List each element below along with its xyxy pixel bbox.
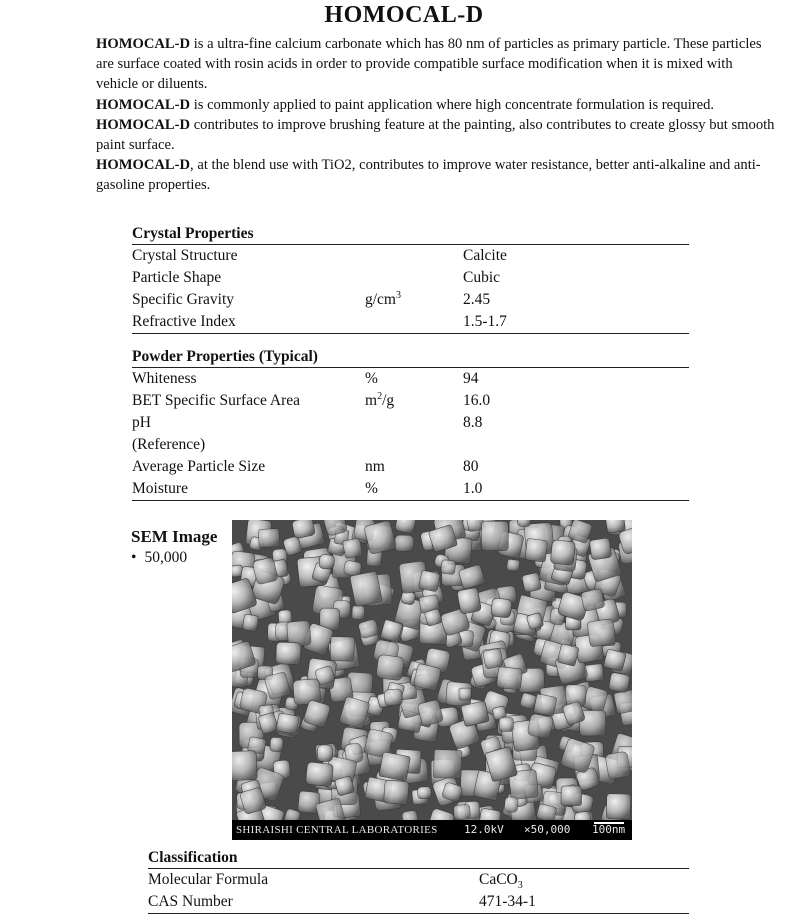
classification-heading: Classification <box>148 847 689 869</box>
sem-particle <box>561 786 582 806</box>
sem-lab-name: SHIRAISHI CENTRAL LABORATORIES <box>236 824 438 836</box>
intro-paragraph: HOMOCAL-D, at the blend use with TiO2, contributes to improve water resistance, better anti-alkaline and anti-gasoline properties. <box>96 157 761 194</box>
property-value <box>463 434 689 456</box>
property-value: CaCO$_3$ <box>479 871 523 892</box>
sem-particle <box>319 554 335 569</box>
sem-scale-label: 100nm <box>592 823 626 836</box>
sem-particle <box>454 805 471 820</box>
property-unit: % <box>365 480 378 497</box>
property-value: 471-34-1 <box>479 893 536 910</box>
sem-micrograph <box>232 520 632 840</box>
sem-particle <box>527 713 554 739</box>
property-unit <box>365 412 463 434</box>
sem-particle <box>499 718 513 732</box>
sem-particle <box>589 538 612 560</box>
table-row <box>132 311 689 333</box>
sem-info-bar <box>232 820 632 840</box>
property-value: 1.5-1.7 <box>463 313 507 330</box>
property-value: 80 <box>463 458 479 475</box>
property-value: 2.45 <box>463 291 491 308</box>
sem-particle <box>276 642 301 665</box>
table-row <box>132 245 689 267</box>
property-name: Average Particle Size <box>132 458 266 475</box>
sem-particle <box>581 588 605 611</box>
sem-particle <box>550 540 575 566</box>
sem-particle <box>384 689 403 706</box>
sem-particle <box>483 648 504 669</box>
sem-particle <box>418 570 440 592</box>
sem-image-label: SEM Image <box>131 527 218 546</box>
property-name: Moisture <box>132 480 188 497</box>
sem-particle <box>587 619 616 647</box>
table-row <box>148 891 689 913</box>
table-row <box>132 434 689 456</box>
property-name: CAS Number <box>148 893 233 910</box>
property-value: Calcite <box>463 247 507 264</box>
property-unit: nm <box>365 458 385 475</box>
sem-particle <box>525 538 548 562</box>
property-value: Cubic <box>463 269 501 286</box>
property-name: Particle Shape <box>132 269 222 286</box>
sem-particle <box>293 679 321 706</box>
sem-particles-image <box>232 520 632 820</box>
powder-properties-heading: Powder Properties (Typical) <box>132 347 689 368</box>
property-value: 16.0 <box>463 392 491 409</box>
sem-particle <box>330 637 354 662</box>
sem-particle <box>507 559 520 572</box>
property-name: (Reference) <box>132 436 206 453</box>
table-row <box>132 456 689 478</box>
sem-particle <box>517 520 531 527</box>
table-row <box>132 289 689 311</box>
property-name: pH <box>132 414 151 431</box>
sem-particle <box>496 667 522 691</box>
property-name: Molecular Formula <box>148 871 269 888</box>
property-unit <box>365 267 463 289</box>
sem-particle <box>384 780 410 804</box>
table-row <box>132 412 689 434</box>
sem-particle <box>433 749 462 778</box>
property-unit: $m^2/g$ <box>365 390 395 409</box>
sem-particle <box>276 713 300 735</box>
sem-particle <box>352 606 365 620</box>
sem-particle <box>606 794 630 820</box>
sem-particle <box>342 538 362 559</box>
intro-text <box>96 34 776 196</box>
property-name: Specific Gravity <box>132 291 235 308</box>
sem-particle <box>379 752 411 781</box>
crystal-properties-rows <box>132 245 689 334</box>
sem-particle <box>305 762 333 787</box>
sem-magnification: • 50,000 <box>131 549 188 566</box>
property-value: 1.0 <box>463 480 483 497</box>
property-value: 8.8 <box>463 414 483 431</box>
property-name: Crystal Structure <box>132 247 238 264</box>
sem-particle <box>459 688 471 700</box>
classification-table <box>148 847 689 914</box>
table-row <box>132 267 689 289</box>
property-name: Whiteness <box>132 370 197 387</box>
table-row <box>132 390 689 412</box>
property-unit <box>365 434 463 456</box>
sem-particle <box>605 751 631 779</box>
sem-particle <box>504 797 518 813</box>
bullet-icon: • <box>131 549 137 566</box>
sem-particle <box>232 751 257 781</box>
sem-particle <box>242 614 258 632</box>
sem-particle <box>605 520 626 533</box>
sem-particle <box>491 598 513 618</box>
property-unit: % <box>365 370 378 387</box>
sem-particle <box>457 587 482 614</box>
property-unit <box>365 245 463 267</box>
property-name: BET Specific Surface Area <box>132 392 300 409</box>
sem-particle <box>258 528 280 547</box>
intro-paragraph: HOMOCAL-D contributes to improve brushing feature at the painting, also contributes to create glossy but smooth paint surface. <box>96 116 775 154</box>
property-unit <box>365 311 463 333</box>
intro-paragraph: HOMOCAL-D is a ultra-fine calcium carbonate which has 80 nm of particles as primary particle. These particles are surface coated with rosin acids in order to provide compatible surface modification when it is mixed with vehicle or diluents. <box>96 36 762 93</box>
crystal-properties-heading: Crystal Properties <box>132 224 689 245</box>
crystal-properties-table <box>132 224 689 334</box>
property-unit: $g/cm^3$ <box>365 289 401 308</box>
sem-voltage: 12.0kV <box>464 823 504 836</box>
sem-particle <box>608 672 630 693</box>
property-name: Refractive Index <box>132 313 236 330</box>
table-row <box>148 869 689 891</box>
intro-paragraph: HOMOCAL-D is commonly applied to paint application where high concentrate formulation is required. <box>96 96 715 113</box>
property-value: 94 <box>463 370 479 387</box>
powder-properties-table <box>132 347 689 501</box>
sem-particle <box>318 745 333 762</box>
sem-particle <box>533 694 557 717</box>
sem-particle <box>350 571 383 607</box>
sem-particle <box>395 535 414 551</box>
sem-particle <box>417 786 431 799</box>
sem-particle <box>376 654 405 680</box>
sem-particle <box>481 521 508 550</box>
sem-bar-magnification: ×50,000 <box>524 823 571 836</box>
document-title: HOMOCAL-D <box>324 2 484 28</box>
table-row <box>132 478 689 500</box>
sem-particle <box>270 737 283 752</box>
sem-particle <box>441 560 456 575</box>
powder-properties-rows <box>132 368 689 501</box>
table-row <box>132 368 689 390</box>
sem-particle <box>522 572 542 592</box>
classification-rows <box>148 869 689 914</box>
